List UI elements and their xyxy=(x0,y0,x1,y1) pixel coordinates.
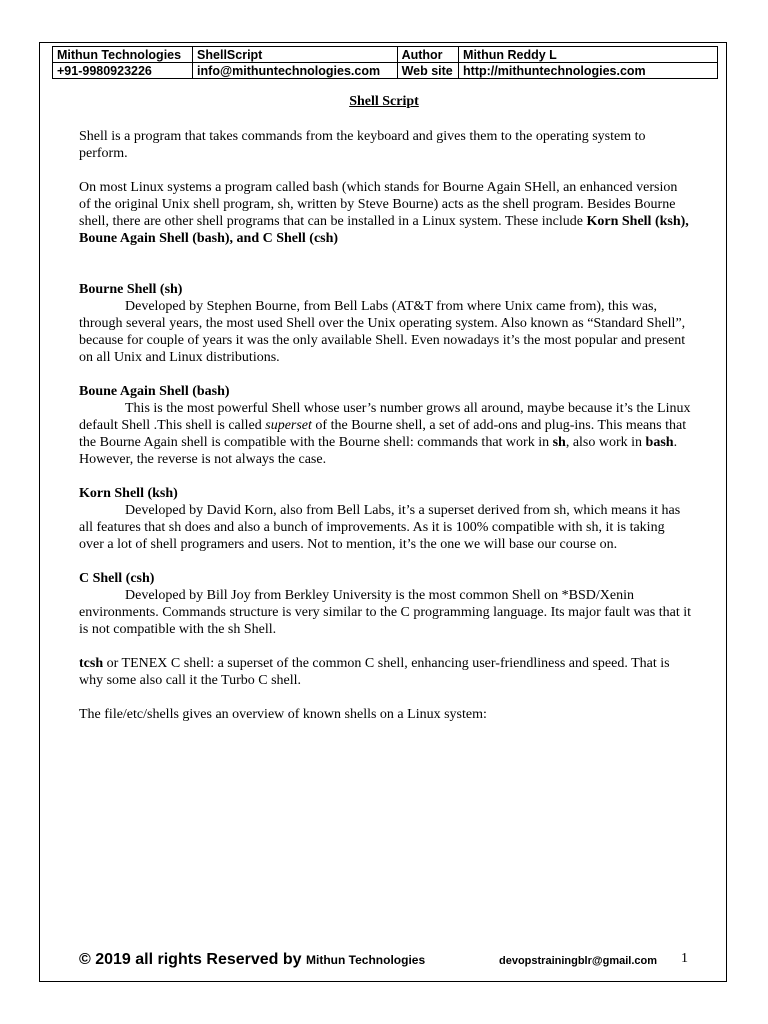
header-row xyxy=(53,63,718,79)
company-phone: +91-9980923226 xyxy=(53,63,193,79)
intro-paragraph-2 xyxy=(79,179,691,247)
document-body xyxy=(79,128,691,723)
bash-bold: bash xyxy=(645,435,674,450)
company-email: info@mithuntechnologies.com xyxy=(193,63,398,79)
section-text-korn: Developed by David Korn, also from Bell Labs, it’s a superset derived from sh, which means it has all features that sh does and also a bunch of improvements. As it is 100% compatible with sh, it is taking over a lot of shell programers and users. Not to mention, it’s the one we will base our course on. xyxy=(79,503,681,552)
section-heading-bash: Boune Again Shell (bash) xyxy=(79,384,230,399)
section-text-bash xyxy=(79,400,691,468)
closing-paragraph: The file/etc/shells gives an overview of known shells on a Linux system: xyxy=(79,707,487,722)
page-footer xyxy=(79,951,691,973)
section-heading-bourne: Bourne Shell (sh) xyxy=(79,282,183,297)
company-name: Mithun Technologies xyxy=(53,47,193,63)
bash-text-a: This is the most powerful Shell whose user’s number grows all around, maybe because it’s the Linux default Shell .This shell is called xyxy=(79,401,691,433)
bash-text-d: . However, the reverse is not always the case. xyxy=(79,435,678,467)
page-number: 1 xyxy=(681,951,688,966)
shell-list-bold: Korn Shell (ksh), Boune Again Shell (bash), and C Shell (csh) xyxy=(79,214,689,246)
copyright-text: © 2019 all rights Reserved by xyxy=(79,951,307,968)
tcsh-text: or TENEX C shell: a superset of the common C shell, enhancing user-friendliness and speed. That is why some also call it the Turbo C shell. xyxy=(79,656,670,688)
sh-bold: sh xyxy=(552,435,566,450)
copyright-company: Mithun Technologies xyxy=(306,953,426,967)
copyright-notice xyxy=(79,951,425,969)
intro-text: On most Linux systems a program called bash (which stands for Bourne Again SHell, an enhanced version of the original Unix shell program, sh, written by Steve Bourne) acts as the shell program. Besides Bourne shell, there are other shell programs that can be installed in a Linux system. These include xyxy=(79,180,678,229)
section-text-bourne: Developed by Stephen Bourne, from Bell Labs (AT&T from where Unix came from), this was, through several years, the most used Shell over the Unix operating system. Also known as “Standard Shell”, because for couple of years it was the only available Shell. Even nowadays it’s the most popular and present on all Unix and Linux distributions. xyxy=(79,299,686,365)
bash-text-b: of the Bourne shell, a set of add-ons and plug-ins. This means that the Bourne Again shell is compatible with the Bourne shell: commands that work in xyxy=(79,418,687,450)
tcsh-bold: tcsh xyxy=(79,656,104,671)
section-text-csh: Developed by Bill Joy from Berkley University is the most common Shell on *BSD/Xenin environments. Commands structure is very similar to the C programming language. Its major fault was that it is not compatible with the sh Shell. xyxy=(79,588,691,637)
website-url: http://mithuntechnologies.com xyxy=(459,63,718,79)
author-name: Mithun Reddy L xyxy=(459,47,718,63)
tcsh-paragraph xyxy=(79,655,691,689)
footer-email: devopstrainingblr@gmail.com xyxy=(499,955,658,967)
author-label: Author xyxy=(397,47,458,63)
subject-name: ShellScript xyxy=(193,47,398,63)
intro-paragraph: Shell is a program that takes commands from the keyboard and gives them to the operating system to perform. xyxy=(79,129,646,161)
document-title: Shell Script xyxy=(349,94,419,109)
superset-italic: superset xyxy=(265,418,312,433)
header-row xyxy=(53,47,718,63)
website-label: Web site xyxy=(397,63,458,79)
bash-text-c: , also work in xyxy=(565,435,646,450)
document-header-table xyxy=(52,46,718,79)
section-heading-csh: C Shell (csh) xyxy=(79,571,155,586)
section-heading-korn: Korn Shell (ksh) xyxy=(79,486,178,501)
